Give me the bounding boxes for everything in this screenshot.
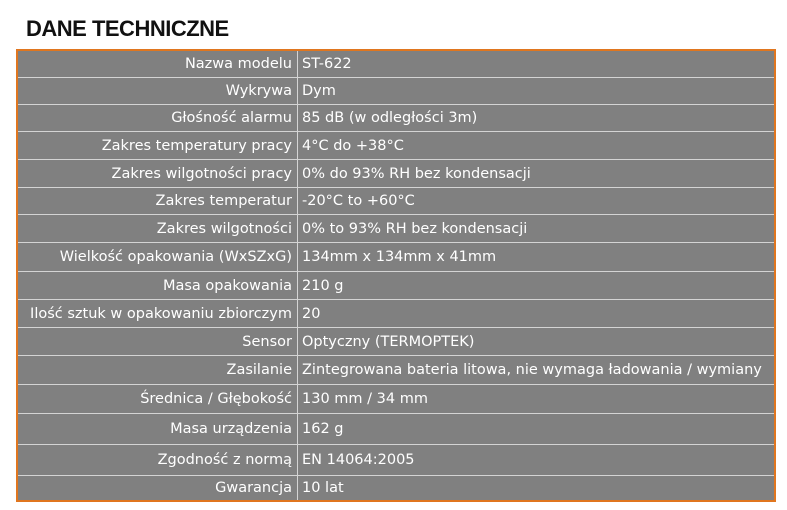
spec-value: 162 g [302,421,344,437]
spec-row-sensor [18,328,774,356]
spec-label: Masa urządzenia [18,414,298,444]
spec-label: Ilość sztuk w opakowaniu zbiorczym [18,300,298,327]
spec-value: 0% to 93% RH bez kondensacji [302,220,528,237]
spec-value: Zintegrowana bateria litowa, nie wymaga ładowania / wymiany [302,362,762,378]
spec-value: -20°C to +60°C [302,193,415,209]
spec-row-package-weight [18,272,774,300]
spec-row-operating-humidity [18,160,774,188]
spec-label: Wykrywa [18,78,298,104]
spec-value: 10 lat [302,480,344,496]
spec-value: ST-622 [302,56,352,72]
spec-label: Sensor [18,328,298,355]
spec-label: Gwarancja [18,476,298,500]
spec-label: Zakres wilgotności pracy [18,160,298,187]
spec-value: 134mm x 134mm x 41mm [302,249,497,265]
spec-value: EN 14064:2005 [302,452,415,468]
spec-row-warranty [18,476,774,500]
spec-label: Zasilanie [18,356,298,384]
specs-table [16,49,776,502]
spec-row-units-per-carton [18,300,774,328]
spec-label: Zakres temperatur [18,188,298,214]
spec-label: Głośność alarmu [18,105,298,131]
spec-row-power [18,356,774,385]
spec-value: Dym [302,83,336,99]
page-title: DANE TECHNICZNE [26,16,229,41]
spec-row-diameter-depth [18,385,774,414]
spec-value: 130 mm / 34 mm [302,391,428,407]
spec-label: Średnica / Głębokość [18,385,298,413]
spec-value: 210 g [302,277,344,294]
spec-value: 20 [302,305,321,322]
spec-label: Masa opakowania [18,272,298,299]
spec-row-alarm-volume [18,105,774,132]
spec-row-package-size [18,243,774,272]
spec-row-temperature-range [18,188,774,215]
spec-row-standard-compliance [18,445,774,476]
spec-label: Zakres wilgotności [18,215,298,242]
spec-row-operating-temperature [18,132,774,160]
spec-row-device-weight [18,414,774,445]
spec-label: Wielkość opakowania (WxSZxG) [18,243,298,271]
spec-row-detects [18,78,774,105]
spec-label: Nazwa modelu [18,51,298,77]
spec-value: 4°C do +38°C [302,137,404,154]
spec-row-model-name [18,51,774,78]
spec-label: Zgodność z normą [18,445,298,475]
spec-value: 85 dB (w odległości 3m) [302,110,478,126]
spec-value: 0% do 93% RH bez kondensacji [302,165,531,182]
spec-row-humidity-range [18,215,774,243]
spec-value: Optyczny (TERMOPTEK) [302,333,475,350]
spec-label: Zakres temperatury pracy [18,132,298,159]
